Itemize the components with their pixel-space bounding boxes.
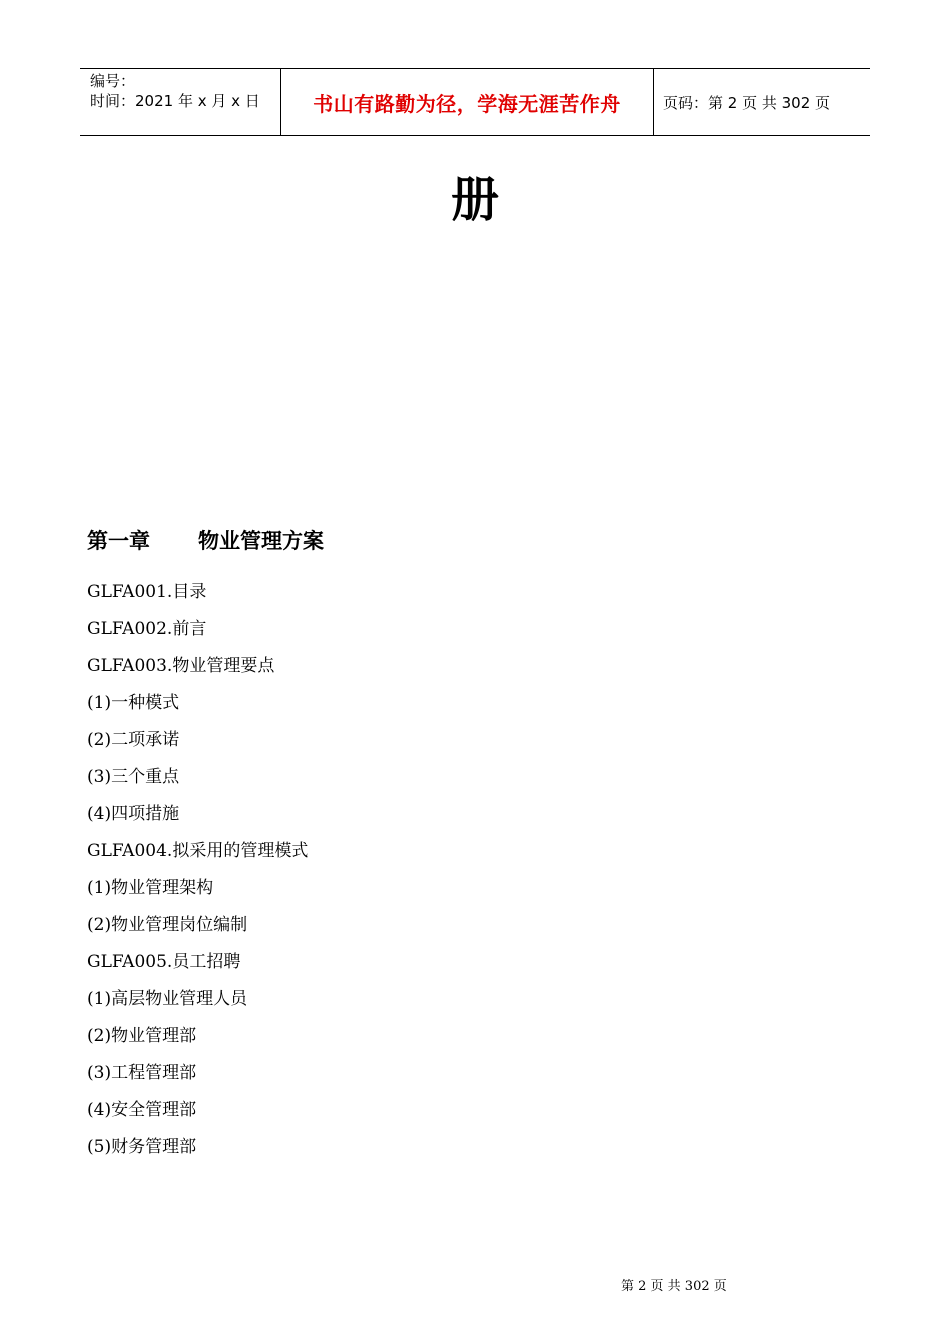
- toc-item: (4)安全管理部: [87, 1100, 197, 1120]
- toc-item: (1)一种模式: [87, 693, 180, 713]
- toc-item: (3)工程管理部: [87, 1063, 197, 1083]
- header-motto: 书山有路勤为径，学海无涯苦作舟: [313, 91, 621, 116]
- toc-item: (4)四项措施: [87, 804, 180, 824]
- toc-item: (5)财务管理部: [87, 1137, 197, 1157]
- toc-item: (2)物业管理岗位编制: [87, 915, 248, 935]
- page-big-character: 册: [450, 172, 499, 228]
- page-header: [80, 68, 870, 136]
- header-motto-cell: [281, 69, 654, 135]
- toc-item: GLFA002.前言: [87, 619, 207, 639]
- chapter-heading: [87, 526, 324, 556]
- toc-item: GLFA004.拟采用的管理模式: [87, 841, 309, 861]
- header-page-cell: [654, 69, 870, 135]
- header-page-info: 页码：第 2 页 共 302 页: [663, 93, 831, 112]
- toc-item: GLFA005.员工招聘: [87, 952, 241, 972]
- header-time-label: 时间：2021 年 x 月 x 日: [90, 92, 260, 110]
- page-footer: 第 2 页 共 302 页: [621, 1279, 727, 1294]
- header-meta-cell: [80, 69, 281, 135]
- toc-item: (2)二项承诺: [87, 730, 180, 750]
- toc-item: GLFA001.目录: [87, 582, 207, 602]
- toc-item: GLFA003.物业管理要点: [87, 656, 275, 676]
- toc-item: (2)物业管理部: [87, 1026, 197, 1046]
- chapter-title: 物业管理方案: [198, 529, 324, 553]
- toc-item: (1)高层物业管理人员: [87, 989, 248, 1009]
- toc-item: (1)物业管理架构: [87, 878, 214, 898]
- chapter-number: 第一章: [87, 529, 150, 553]
- header-number-label: 编号：: [90, 72, 136, 90]
- table-of-contents: [87, 578, 308, 1170]
- toc-item: (3)三个重点: [87, 767, 180, 787]
